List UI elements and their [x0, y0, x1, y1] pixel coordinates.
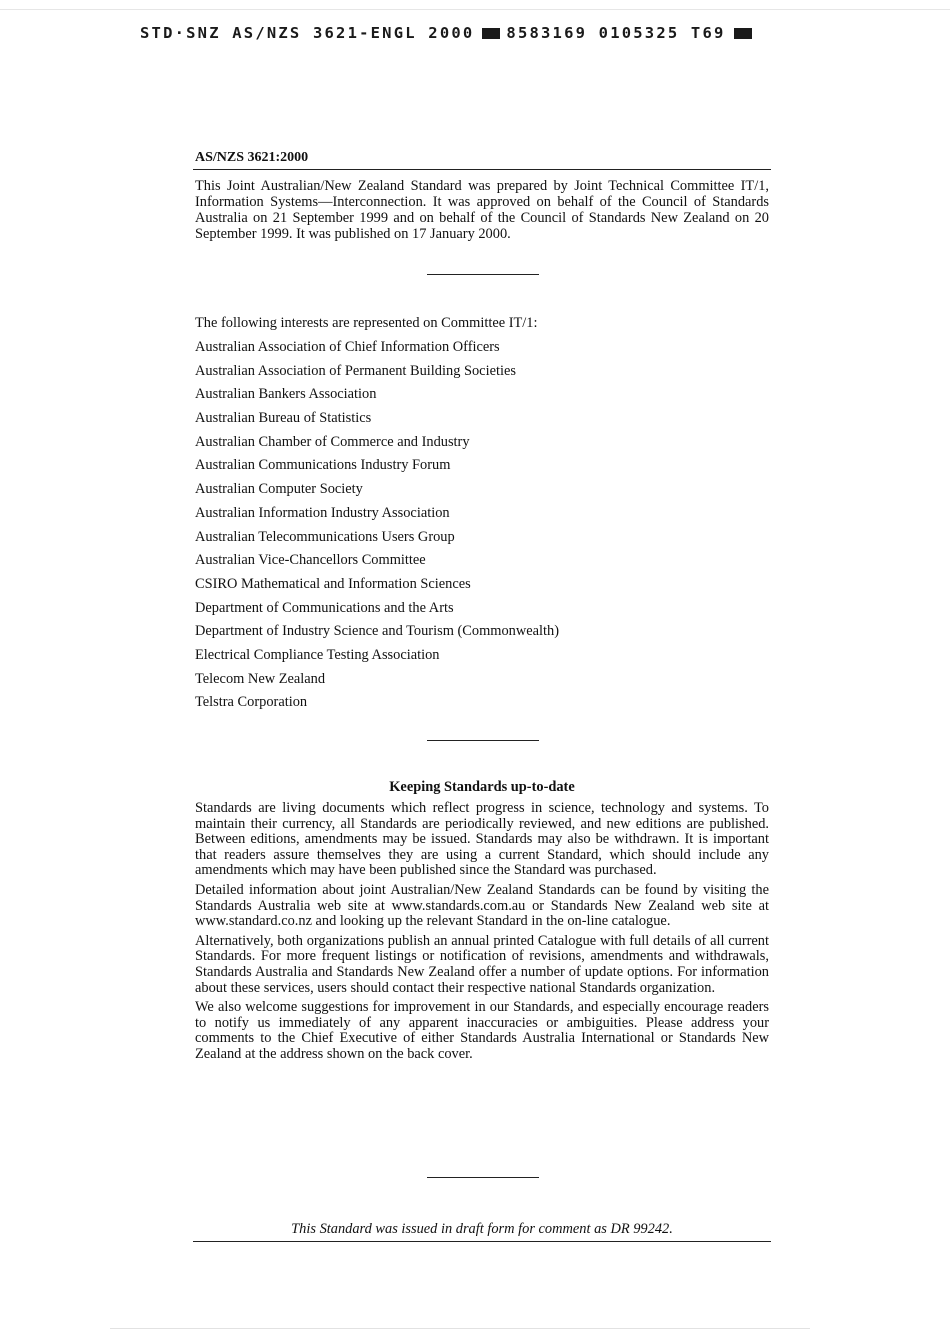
committee-member: Australian Communications Industry Forum — [195, 457, 451, 474]
keeping-standards-paragraph: We also welcome suggestions for improvement in our Standards, and especially encourage readers to notify us immediately of any apparent inaccuracies or ambiguities. Please address your comments to the Chief Executive of either Standards Australia International or Standards New Zealand at the address shown on the back cover. — [195, 999, 769, 1062]
draft-comment-note: This Standard was issued in draft form for comment as DR 99242. — [291, 1221, 673, 1237]
committee-member: Australian Computer Society — [195, 481, 363, 498]
section-divider-3 — [427, 1177, 539, 1178]
header-black-block — [482, 28, 500, 39]
committee-member-list — [195, 337, 769, 716]
committee-member: Australian Vice-Chancellors Committee — [195, 552, 426, 569]
footer-rule — [193, 1241, 771, 1242]
committee-member: Australian Bureau of Statistics — [195, 410, 372, 427]
committee-member: Electrical Compliance Testing Association — [195, 646, 440, 663]
scan-artifact-bottom — [110, 1328, 810, 1329]
committee-member: Australian Association of Chief Information Officers — [195, 339, 500, 355]
document-header-code — [140, 24, 780, 42]
heading-rule — [193, 169, 771, 170]
scan-artifact-top — [0, 9, 950, 10]
header-middle-code: 8583169 0105325 T69 — [506, 24, 726, 42]
header-black-block-end — [734, 28, 752, 39]
keeping-standards-paragraph: Standards are living documents which reflect progress in science, technology and systems. To maintain their currency, all Standards are periodically reviewed, and new editions are published. Between editions, amendments may be issued. Standards may also be withdrawn. It is important that readers assure themselves they are using a current Standard, which should include any amendments which may have been published since the Standard was purchased. — [195, 800, 769, 879]
committee-intro: The following interests are represented on Committee IT/1: — [195, 315, 538, 331]
keeping-standards-body — [195, 801, 769, 1067]
committee-member: Australian Association of Permanent Building Societies — [195, 362, 516, 379]
keeping-standards-paragraph: Detailed information about joint Australian/New Zealand Standards can be found by visiting the Standards Australia web site at www.standards.com.au or Standards New Zealand web site at www.standard.co.nz and looking up the relevant Standard in the on-line catalogue. — [195, 881, 769, 930]
committee-member: Telstra Corporation — [195, 694, 308, 711]
section-divider-2 — [427, 740, 539, 741]
committee-member: CSIRO Mathematical and Information Sciences — [195, 575, 471, 592]
keeping-standards-paragraph: Alternatively, both organizations publish an annual printed Catalogue with full details of all current Standards. For more frequent listings or notification of revisions, amendments and withdrawals, Standards Australia and Standards New Zealand offer a number of update options. For information about these services, users should contact their respective national Standards organization. — [195, 932, 769, 996]
committee-member: Department of Communications and the Arts — [195, 599, 454, 616]
committee-member: Australian Bankers Association — [195, 386, 377, 403]
section-divider-1 — [427, 274, 539, 275]
committee-member: Department of Industry Science and Tourism (Commonwealth) — [195, 623, 560, 640]
committee-member: Telecom New Zealand — [195, 670, 326, 687]
header-left-code: STD·SNZ AS/NZS 3621-ENGL 2000 — [140, 24, 475, 42]
committee-member: Australian Information Industry Association — [195, 504, 450, 521]
keeping-standards-heading: Keeping Standards up-to-date — [389, 779, 575, 795]
intro-paragraph: This Joint Australian/New Zealand Standard was prepared by Joint Technical Committee IT/1, Information Systems—Interconnection. It was approved on behalf of the Council of Standards Australia on 21 September 1999 and on behalf of the Council of Standards New Zealand on 20 September 1999. It was published on 17 January 2000. — [195, 178, 769, 242]
committee-section — [195, 313, 769, 716]
standard-number: AS/NZS 3621:2000 — [195, 150, 309, 165]
committee-member: Australian Telecommunications Users Group — [195, 528, 455, 545]
committee-member: Australian Chamber of Commerce and Industry — [195, 433, 470, 450]
